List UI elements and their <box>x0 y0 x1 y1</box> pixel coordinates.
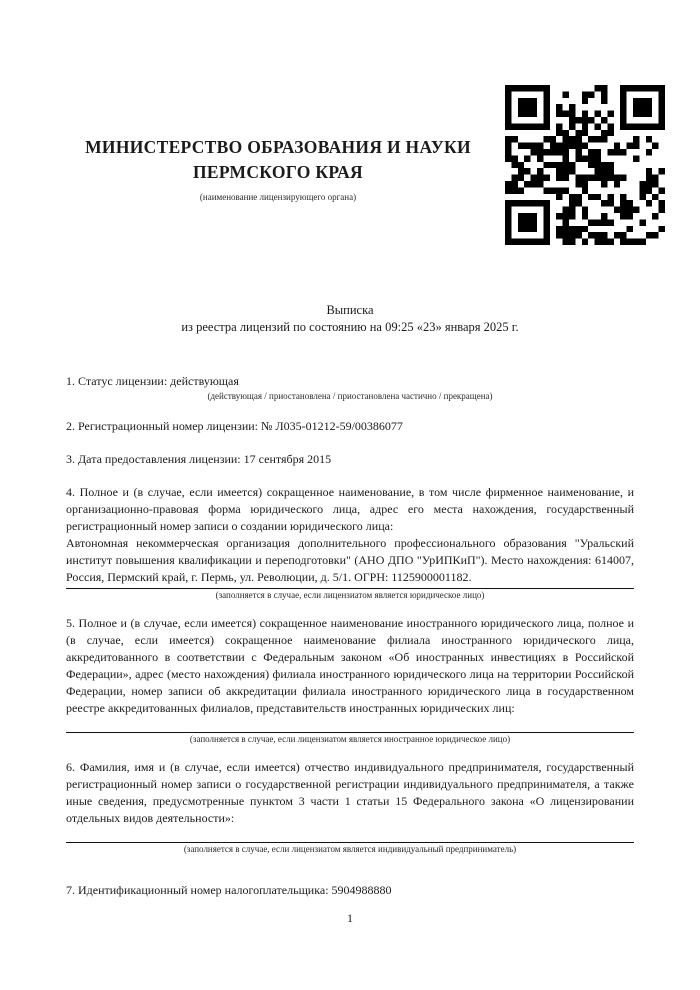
legal-entity-label: 4. Полное и (в случае, если имеется) сокращенное наименование, в том числе фирменное наименование, и организационно-правовая форма юридического лица, адрес его места нахождения, государственный регистрационный номер записи о создании юридического лица: <box>66 485 634 533</box>
item-legal-entity <box>66 484 634 601</box>
registration-number-text: 2. Регистрационный номер лицензии: № Л035-01212-59/00386077 <box>66 419 403 433</box>
legal-entity-note: (заполняется в случае, если лицензиатом является юридическое лицо) <box>215 590 485 600</box>
licensing-authority <box>60 135 496 202</box>
document-title <box>0 302 700 336</box>
item-taxpayer-number <box>66 882 634 899</box>
authority-caption: (наименование лицензирующего органа) <box>199 192 357 202</box>
document-title-line1: Выписка <box>326 303 374 317</box>
entrepreneur-label: 6. Фамилия, имя и (в случае, если имеется) отчество индивидуального предпринимателя, государственный регистрационный номер записи о государственной регистрации индивидуального предпринимателя, а также иные сведения, предусмотренные пунктом 3 части 1 статьи 15 Федерального закона «О лицензировании отдельных видов деятельности»: <box>66 760 634 825</box>
license-status-text: 1. Статус лицензии: действующая <box>66 374 239 388</box>
item-license-status <box>66 373 634 402</box>
page-number: 1 <box>347 911 353 925</box>
item-individual-entrepreneur <box>66 759 634 855</box>
document-title-line2: из реестра лицензий по состоянию на 09:25 «23» января 2025 г. <box>181 320 519 334</box>
license-date-text: 3. Дата предоставления лицензии: 17 сентября 2015 <box>66 452 332 466</box>
license-status-note: (действующая / приостановлена / приостановлена частично / прекращена) <box>207 391 493 401</box>
entrepreneur-note: (заполняется в случае, если лицензиатом является индивидуальный предприниматель) <box>183 844 517 854</box>
legal-entity-value: Автономная некоммерческая организация дополнительного профессионального образования "Уральский институт повышения квалификации и переподготовки" (АНО ДПО "УрИПКиП"). Место нахождения: 614007, Россия, Пермский край, г. Пермь, ул. Революции, д. 5/1. ОГРН: 1125900001182. <box>66 536 634 584</box>
item-foreign-entity <box>66 615 634 745</box>
item-registration-number <box>66 418 634 435</box>
qr-code-icon <box>505 85 665 245</box>
authority-name-line1: МИНИСТЕРСТВО ОБРАЗОВАНИЯ И НАУКИ <box>85 137 471 157</box>
document-body <box>66 373 634 927</box>
document-header <box>0 85 700 245</box>
foreign-entity-note: (заполняется в случае, если лицензиатом является иностранное юридическое лицо) <box>189 734 511 744</box>
item-license-date <box>66 451 634 468</box>
authority-name-line2: ПЕРМСКОГО КРАЯ <box>193 162 363 182</box>
taxpayer-number-text: 7. Идентификационный номер налогоплательщика: 5904988880 <box>66 883 392 897</box>
foreign-entity-label: 5. Полное и (в случае, если имеется) сокращенное наименование иностранного юридического лица, полное и (в случае, если имеется) сокращенное наименование филиала иностранного юридического лица, аккредитованного в соответствии с Федеральным законом «Об иностранных инвестициях в Российской Федерации», адрес (место нахождения) филиала иностранного юридического лица на территории Российской Федерации, номер записи об аккредитации филиала иностранного юридического лица в государственном реестре аккредитованных филиалов, представительств иностранных юридических лиц: <box>66 616 634 715</box>
